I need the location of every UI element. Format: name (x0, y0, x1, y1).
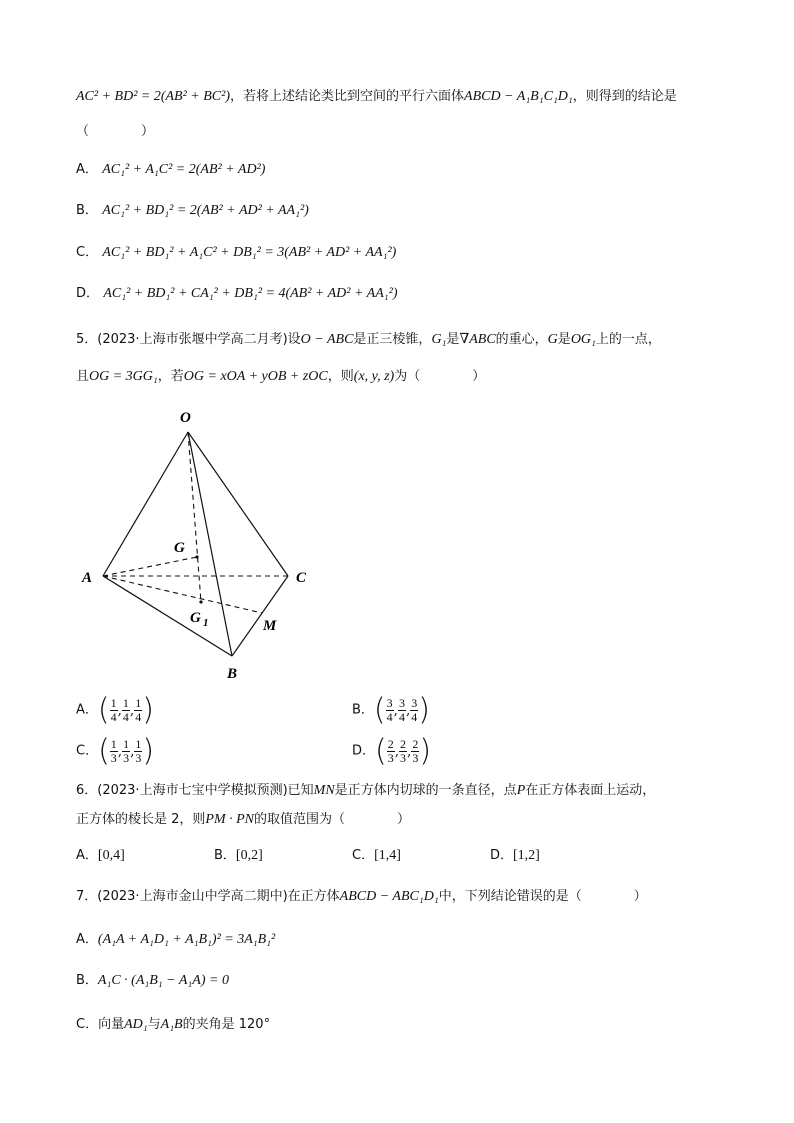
label-G1: G (190, 610, 201, 626)
q5-math: O − ABC (300, 332, 354, 347)
fraction (122, 697, 130, 724)
fraction (387, 738, 395, 765)
paren: ) (419, 733, 432, 769)
q5-text: 是正三棱锥， (353, 332, 432, 347)
intro-line (76, 86, 677, 107)
numerator: 3 (398, 696, 405, 710)
question-number: 5． (76, 332, 98, 347)
denominator: 3 (135, 751, 142, 765)
denominator: 4 (386, 710, 393, 724)
option-text: (A₁A + A₁D₁ + A₁B₁)² = 3A₁B₁² (97, 932, 276, 947)
paren: ( (98, 733, 110, 769)
comma: , (407, 743, 412, 760)
comma: , (130, 743, 135, 760)
denominator: 3 (412, 751, 419, 765)
option-letter: A． (76, 162, 98, 177)
paren: ( (375, 733, 387, 769)
q5-line-1 (76, 329, 661, 350)
q6-line-2 (76, 809, 410, 830)
option-letter: A． (76, 932, 98, 947)
q5-option-c[interactable] (76, 733, 155, 772)
intro-text-1: ，若将上述结论类比到空间的平行六面体 (230, 89, 465, 104)
denominator: 3 (387, 751, 394, 765)
q4-option-b[interactable] (76, 199, 309, 222)
comma: , (405, 702, 411, 719)
intro-formula: AC² + BD² = 2(AB² + BC²) (76, 89, 230, 104)
label-G: G (174, 540, 185, 556)
edge-AB (103, 576, 232, 656)
label-G1-subscript: 1 (203, 617, 209, 629)
q7-text: 中，下列结论错误的是（ ） (438, 889, 647, 904)
option-math: AD₁ (124, 1017, 148, 1032)
question-number: 6． (76, 783, 98, 798)
q5-text: ，则 (327, 369, 354, 384)
option-text: 向量 (98, 1017, 125, 1032)
q5-math: (x, y, z) (353, 369, 395, 384)
option-text: [0,4] (97, 848, 125, 863)
fraction (399, 738, 407, 765)
paren: ) (142, 692, 154, 728)
paren: ( (373, 692, 386, 728)
q6-text: 在正方体表面上运动， (525, 783, 656, 798)
q6-option-c[interactable] (352, 844, 401, 867)
option-letter: C． (352, 848, 375, 863)
option-text: AC₁² + BD₁² + CA₁² + DB₁² = 4(AB² + AD² + AA₁²) (103, 286, 398, 301)
q6-option-d[interactable] (490, 844, 540, 867)
option-letter: B． (76, 203, 98, 218)
intro-solid: ABCD − A₁B₁C₁D₁ (464, 89, 573, 104)
q5-text: 的重心， (495, 332, 548, 347)
option-letter: A． (76, 702, 98, 718)
fraction (398, 697, 406, 724)
label-A: A (82, 570, 93, 586)
intro-blank: （ ） (76, 124, 155, 139)
paren: ) (418, 692, 430, 728)
option-letter: A． (76, 848, 98, 863)
option-text: AC₁² + BD₁² + A₁C² + DB₁² = 3(AB² + AD² + AA₁²) (102, 245, 397, 260)
option-text: [1,4] (374, 848, 401, 863)
q4-option-a[interactable] (76, 158, 265, 181)
q6-text: 正方体的棱长是 2，则 (76, 812, 206, 827)
comma: , (393, 702, 398, 719)
point-G (195, 555, 198, 558)
question-source: (2023·上海市张堰中学高二月考) (97, 332, 288, 347)
label-B: B (227, 666, 238, 682)
denominator: 4 (135, 710, 142, 724)
fraction (386, 697, 394, 724)
q7-math: ABCD − ABC₁D₁ (339, 889, 439, 904)
comma: , (129, 702, 135, 719)
label-M: M (263, 618, 277, 634)
option-letter: B． (76, 973, 98, 988)
q5-text: 是 (557, 332, 571, 347)
option-text: [0,2] (235, 848, 263, 863)
option-letter: C． (76, 245, 99, 260)
numerator: 2 (387, 737, 394, 751)
point-G1 (199, 600, 202, 603)
numerator: 1 (135, 737, 142, 751)
numerator: 1 (110, 737, 117, 751)
option-text: A₁C · (A₁B₁ − A₁A) = 0 (97, 973, 229, 988)
q5-line-2 (76, 366, 485, 387)
q5-math: OG₁ (570, 332, 596, 347)
q5-math: ∇ABC (459, 332, 496, 347)
option-text: AC₁² + A₁C² = 2(AB² + AD²) (102, 162, 266, 177)
numerator: 1 (122, 696, 129, 710)
q5-text: 设 (287, 332, 301, 347)
fraction (110, 738, 118, 765)
q5-option-b[interactable] (352, 692, 430, 731)
paren: ( (97, 692, 110, 728)
q5-math: OG = 3GG₁ (89, 369, 158, 384)
label-C: C (296, 570, 307, 586)
fraction (110, 697, 118, 724)
option-letter: C． (76, 743, 99, 759)
q7-option-b[interactable] (76, 969, 229, 992)
q5-text: 且 (76, 369, 90, 384)
denominator: 4 (398, 710, 405, 724)
denominator: 4 (122, 710, 129, 724)
option-letter: D． (352, 743, 376, 759)
q6-text: 是正方体内切球的一条直径，点 (334, 783, 517, 798)
q5-text: 为（ ） (394, 369, 486, 384)
option-letter: B． (214, 848, 236, 863)
median-AM (103, 576, 262, 613)
numerator: 2 (412, 737, 419, 751)
option-math: A₁B (160, 1017, 183, 1032)
q6-math: P (516, 783, 526, 798)
q5-text: ，若 (157, 369, 184, 384)
q6-line-1 (76, 780, 655, 801)
intro-text-2: ，则得到的结论是 (572, 89, 677, 104)
q6-option-b[interactable] (214, 844, 263, 867)
option-text: AC₁² + BD₁² = 2(AB² + AD² + AA₁²) (102, 203, 309, 218)
question-source: (2023·上海市七宝中学模拟预测) (97, 783, 288, 798)
q7-line-1 (76, 886, 647, 907)
edge-OC (188, 432, 288, 576)
fraction (122, 738, 130, 765)
q7-text: 在正方体 (287, 889, 340, 904)
q6-text: 的取值范围为（ ） (254, 812, 411, 827)
denominator: 3 (123, 751, 130, 765)
label-O: O (180, 410, 191, 426)
q5-text: 上的一点， (595, 332, 661, 347)
question-number: 7． (76, 889, 98, 904)
numerator: 1 (135, 696, 142, 710)
q5-option-d[interactable] (352, 733, 432, 772)
option-letter: D． (490, 848, 514, 863)
denominator: 4 (110, 710, 117, 724)
q6-math: MN (313, 783, 335, 798)
q7-option-c[interactable] (76, 1013, 270, 1036)
denominator: 3 (400, 751, 407, 765)
denominator: 3 (110, 751, 117, 765)
q7-option-a[interactable] (76, 928, 275, 951)
comma: , (117, 702, 122, 719)
numerator: 1 (123, 737, 130, 751)
numerator: 3 (411, 696, 418, 710)
option-text: [1,2] (513, 848, 540, 863)
q6-option-a[interactable] (76, 844, 125, 867)
question-source: (2023·上海市金山中学高二期中) (97, 889, 288, 904)
q5-math: G (547, 332, 558, 347)
q5-option-a[interactable] (76, 692, 154, 731)
option-letter: D． (76, 286, 100, 301)
option-text: 的夹角是 120° (182, 1017, 271, 1032)
edge-BC (232, 576, 288, 656)
paren: ) (142, 733, 155, 769)
q5-math: G₁ (431, 332, 447, 347)
q6-math: PM · PN (205, 812, 255, 827)
q4-option-c[interactable] (76, 241, 396, 264)
q4-option-d[interactable] (76, 282, 398, 305)
q5-text: 是 (446, 332, 460, 347)
numerator: 1 (110, 696, 117, 710)
q5-vector-equation: OG = xOA + yOB + zOC (183, 369, 328, 384)
pyramid-figure (70, 400, 330, 685)
segment-AG (103, 557, 197, 576)
q6-text: 已知 (287, 783, 314, 798)
comma: , (394, 743, 400, 760)
numerator: 2 (400, 737, 407, 751)
numerator: 3 (386, 696, 393, 710)
comma: , (117, 743, 123, 760)
option-letter: C． (76, 1017, 99, 1032)
option-letter: B． (352, 702, 374, 718)
option-text: 与 (147, 1017, 161, 1032)
denominator: 4 (411, 710, 418, 724)
